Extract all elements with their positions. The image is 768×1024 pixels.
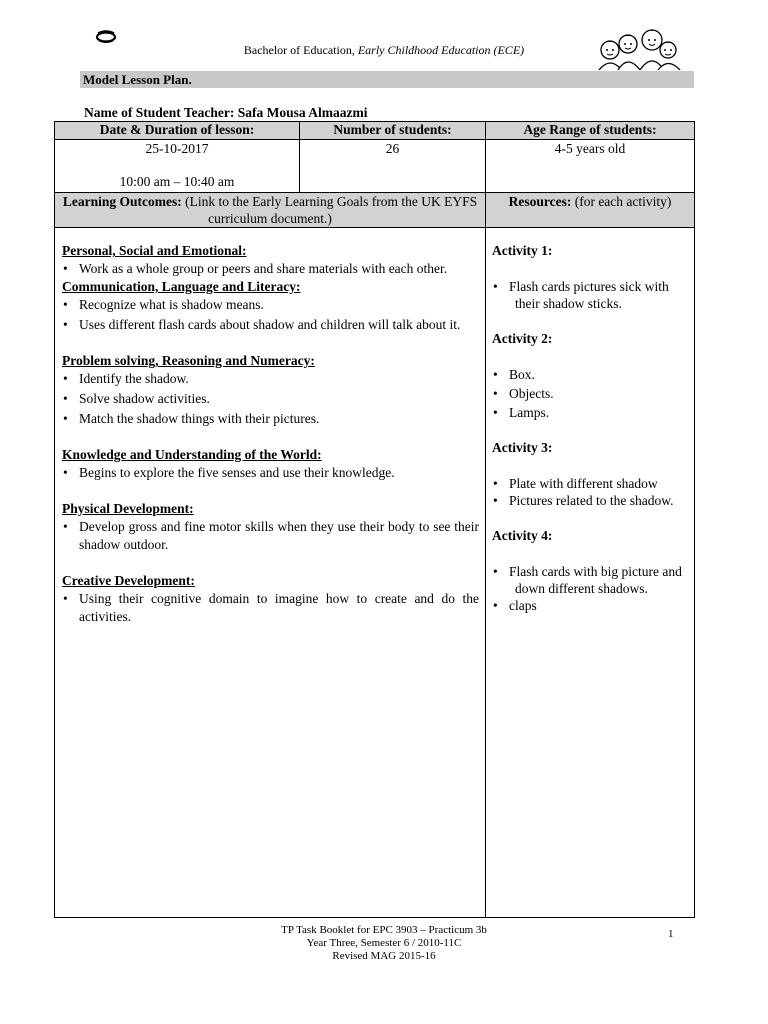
activity-title: Activity 4: — [492, 528, 553, 543]
outcome-item: • Solve shadow activities. — [62, 390, 479, 408]
learning-outcomes-body — [55, 228, 486, 918]
col-header-students: Number of students: — [300, 122, 486, 140]
date-duration-cell — [55, 140, 300, 193]
page-number: 1 — [668, 928, 674, 940]
learning-outcomes-label: Learning Outcomes: — [62, 194, 182, 209]
activity-title: Activity 2: — [492, 331, 553, 346]
resources-body — [486, 228, 695, 918]
learning-outcomes-note: (Link to the Early Learning Goals from the UK EYFS curriculum document.) — [181, 194, 478, 226]
outcome-title: Creative Development: — [62, 573, 195, 588]
learning-outcomes-header — [55, 193, 486, 228]
outcome-item: • Develop gross and fine motor skills when they use their body to see their shadow outdoor. — [62, 518, 479, 554]
program-specialty: Early Childhood Education (ECE) — [357, 43, 525, 57]
outcome-item: • Uses different flash cards about shadow and children will talk about it. — [62, 316, 479, 334]
footer-line-2: Year Three, Semester 6 / 2010-11C — [306, 937, 462, 949]
resource-item: • Box. — [492, 366, 688, 383]
student-teacher-name: Name of Student Teacher: Safa Mousa Almaazmi — [84, 105, 368, 120]
resources-label: Resources: — [508, 194, 572, 209]
lesson-time: 10:00 am – 10:40 am — [119, 174, 235, 189]
program-name: Bachelor of Education, — [243, 43, 355, 57]
resource-item: • Flash cards with big picture and down different shadows. — [492, 563, 688, 597]
col-header-age: Age Range of students: — [486, 122, 695, 140]
col-header-date: Date & Duration of lesson: — [55, 122, 300, 140]
lesson-date: 25-10-2017 — [145, 141, 209, 156]
num-students-value: 26 — [300, 140, 486, 193]
outcome-title: Knowledge and Understanding of the World: — [62, 447, 322, 462]
resource-item: • Flash cards pictures sick with their shadow sticks. — [492, 278, 688, 312]
activity-title: Activity 1: — [492, 243, 553, 258]
outcome-item: • Identify the shadow. — [62, 370, 479, 388]
resource-item: • Plate with different shadow — [492, 475, 688, 492]
ornament-icon — [95, 30, 117, 44]
resource-item: • claps — [492, 597, 688, 614]
age-range-value: 4-5 years old — [486, 140, 695, 193]
outcome-item: • Begins to explore the five senses and use their knowledge. — [62, 464, 479, 482]
outcome-title: Physical Development: — [62, 501, 194, 516]
footer-line-3: Revised MAG 2015-16 — [332, 950, 436, 962]
outcome-title: Problem solving, Reasoning and Numeracy: — [62, 353, 315, 368]
outcome-item: • Work as a whole group or peers and share materials with each other. — [62, 260, 479, 278]
children-cartoon-icon — [596, 26, 682, 70]
resource-item: • Pictures related to the shadow. — [492, 492, 688, 509]
resource-item: • Lamps. — [492, 404, 688, 421]
outcome-item: • Using their cognitive domain to imagine how to create and do the activities. — [62, 590, 479, 626]
lesson-plan-table — [54, 121, 695, 918]
document-banner: Model Lesson Plan. — [80, 71, 694, 88]
outcome-title: Communication, Language and Literacy: — [62, 279, 301, 294]
page-footer — [0, 924, 768, 963]
resource-item: • Objects. — [492, 385, 688, 402]
outcome-item: • Recognize what is shadow means. — [62, 296, 479, 314]
outcome-item: • Match the shadow things with their pictures. — [62, 410, 479, 428]
footer-line-1: TP Task Booklet for EPC 3903 – Practicum 3b — [281, 924, 487, 936]
resources-header — [486, 193, 695, 228]
resources-note: (for each activity) — [571, 194, 672, 209]
outcome-title: Personal, Social and Emotional: — [62, 243, 247, 258]
activity-title: Activity 3: — [492, 440, 553, 455]
